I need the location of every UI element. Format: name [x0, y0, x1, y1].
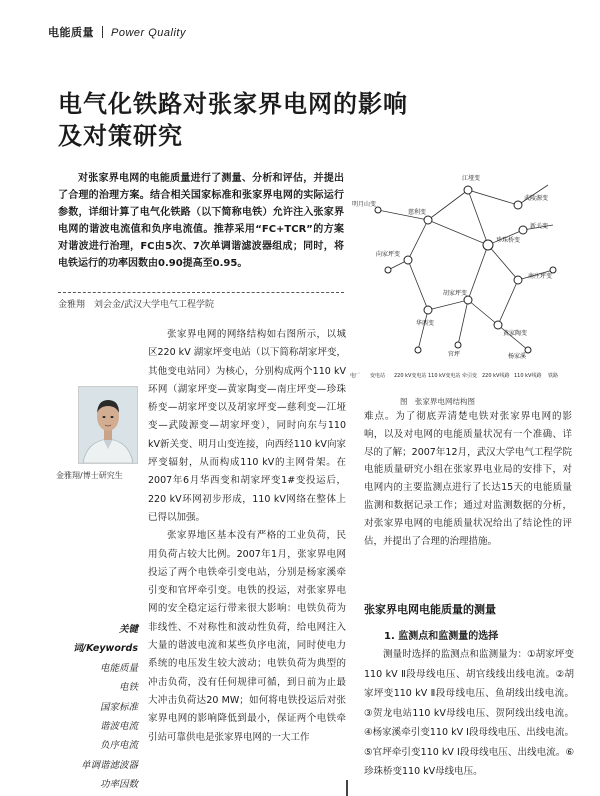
- node-label: 胡家坪变: [443, 290, 468, 297]
- legend-item: 220 kV线路: [482, 373, 510, 379]
- page-header: [48, 24, 186, 40]
- section-label-en: Power Quality: [111, 27, 186, 39]
- substation-node: [424, 216, 432, 224]
- figure-caption: 图 张家界电网结构图: [400, 397, 475, 406]
- body-paragraph: 张家界地区基本没有严格的工业负荷，民用负荷占较大比例。2007年1月，张家界电网投运了两个电铁牵引变电站，分别是杨家溪牵引变和官坪牵引变。电铁的投运，对张家界电网的安全稳定运行带来很大影响：电铁负荷为非线性、不对称性和波动性负荷，给电网注入大量的谐波电流和某些负序电流，同时使电力系统的电压发生较大波动；电铁负荷为典型的冲击负荷，没有任何规律可循，到日前为止最大冲击负荷达20 MW；如何将电铁投运后对张家界电网的影响降低到最小，保证两个电铁牵引站可靠供电是张家界电网的一大工作: [148, 530, 346, 743]
- body-column-2: [148, 326, 346, 747]
- node-label: 黄家陶变: [503, 330, 528, 337]
- node-label: 华西变: [416, 320, 435, 327]
- subsection-heading: 1. 监测点和监测量的选择: [384, 631, 499, 642]
- keywords-block: [58, 620, 138, 795]
- substation-node: [464, 186, 472, 194]
- substation-node: [415, 347, 421, 353]
- substation-node: [514, 201, 522, 209]
- section-heading: 张家界电网电能质量的测量: [364, 603, 496, 616]
- keyword-item: 负序电流: [99, 740, 138, 752]
- keyword-item: 功率因数: [99, 779, 138, 791]
- article-title: [58, 88, 408, 152]
- body-paragraph: 难点。为了彻底弄清楚电铁对张家界电网的影响，以及对电网的电能质量状况有一个准确、详尽的了解；2007年12月，武汉大学电气工程学院电能质量研究小组在张家界电业局的安排下，对电网内的主要监测点进行了长达15天的电能质量监测和数据记录工作；通过对监测数据的分析，对张家界电网的电能质量状况给出了结论性的评估，并提出了合理的治理措施。: [364, 411, 572, 547]
- substation-node: [464, 296, 472, 304]
- network-diagram: [348, 150, 570, 380]
- keyword-item: 单调谐滤波器: [80, 759, 138, 771]
- header-divider: [102, 26, 103, 38]
- keywords-label: 关键词/Keywords: [73, 624, 138, 655]
- node-label: 武陵源变: [524, 195, 549, 202]
- diagram-legend: [350, 372, 558, 379]
- photo-caption: 金雅翔/博士研究生: [56, 471, 123, 480]
- node-label: 新关变: [530, 223, 549, 230]
- keyword-item: 谐波电流: [99, 721, 138, 733]
- substation-node: [483, 240, 493, 250]
- substation-node: [455, 342, 461, 348]
- abstract: [58, 170, 344, 272]
- title-line-2: 及对策研究: [58, 121, 183, 150]
- substation-node: [514, 276, 522, 284]
- substation-node: [494, 321, 502, 329]
- abstract-divider: [58, 292, 344, 293]
- legend-item: 110 kV变电站: [428, 373, 461, 379]
- author-photo: [78, 386, 138, 464]
- node-label: 向家坪变: [376, 251, 401, 258]
- keyword-item: 电铁: [118, 682, 138, 694]
- body-column-3b: [364, 645, 574, 782]
- legend-item: 220 kV变电站: [394, 373, 427, 379]
- title-line-1: 电气化铁路对张家界电网的影响: [58, 89, 408, 118]
- legend-item: 电厂: [350, 373, 361, 379]
- substation-node: [404, 256, 412, 264]
- substation-node: [385, 267, 391, 273]
- node-label: 杨家溪: [508, 353, 527, 360]
- keyword-item: 电能质量: [99, 662, 138, 674]
- body-paragraph: 张家界电网的网络结构如右图所示，以城区220 kV 湖家坪变电站（以下简称胡家坪变，其他变电站同）为核心，分别构成两个110 kV环网（湖家坪变—黄家陶变—南庄坪变—珍珠桥变—胡家坪变以及胡家坪变—慈利变—江垭变—武陵源变—胡家坪变），同时向东与110 kV新关变、明月山变连接，向西经110 kV向家坪变辐射，从而构成110 kV的主网骨架。在2007年6月华西变和胡家坪变1#变投运后，220 kV环网初步形成，110 kV网络在整体上已得以加强。: [148, 329, 346, 523]
- node-label: 珍珠桥变: [496, 237, 521, 244]
- legend-item: 铁路: [548, 373, 559, 379]
- legend-item: 110 kV线路: [514, 373, 542, 379]
- legend-item: 牵引变: [462, 373, 478, 379]
- abstract-text: 对张家界电网的电能质量进行了测量、分析和评估，并提出了合理的治理方案。结合相关国家标准和张家界电网的实际运行参数，详细计算了电气化铁路（以下简称电铁）允许注入张家界电网的谐波电流值和负序电流值。推荐采用“FC+TCR”的方案对谐波进行治理，FC由5次、7次单调谐滤波器组成；同时，将电铁运行的功率因数由0.90提高至0.95。: [58, 173, 344, 269]
- section-label-cn: 电能质量: [48, 26, 94, 39]
- node-label: 慈利变: [408, 209, 427, 216]
- body-column-3: [364, 408, 572, 550]
- author-line: 金雅翔 刘会金/武汉大学电气工程学院: [58, 300, 215, 310]
- crop-mark: [346, 780, 348, 796]
- node-label: 江垭变: [462, 175, 481, 182]
- body-paragraph: 测量时选择的监测点和监测量为：①胡家坪变110 kV Ⅱ段母线电压、胡官线线出线电流。②胡家坪变110 kV Ⅱ段母线电压、鱼胡线出线电流。③贺龙电站110 kV母线电压、贺阿线出线电流。④杨家溪牵引变110 kV Ⅰ段母线电压、出线电流。⑤官坪牵引变110 kV Ⅰ段母线电压、出线电流。⑥珍珠桥变110 kV母线电压。: [364, 649, 574, 777]
- node-label: 官坪: [448, 351, 461, 358]
- keyword-item: 国家标准: [99, 701, 138, 713]
- legend-item: 变电站: [370, 373, 386, 379]
- substation-node: [519, 226, 527, 234]
- node-label: 明月山变: [352, 201, 377, 208]
- node-label: 南庄坪变: [528, 273, 553, 280]
- substation-node: [424, 306, 432, 314]
